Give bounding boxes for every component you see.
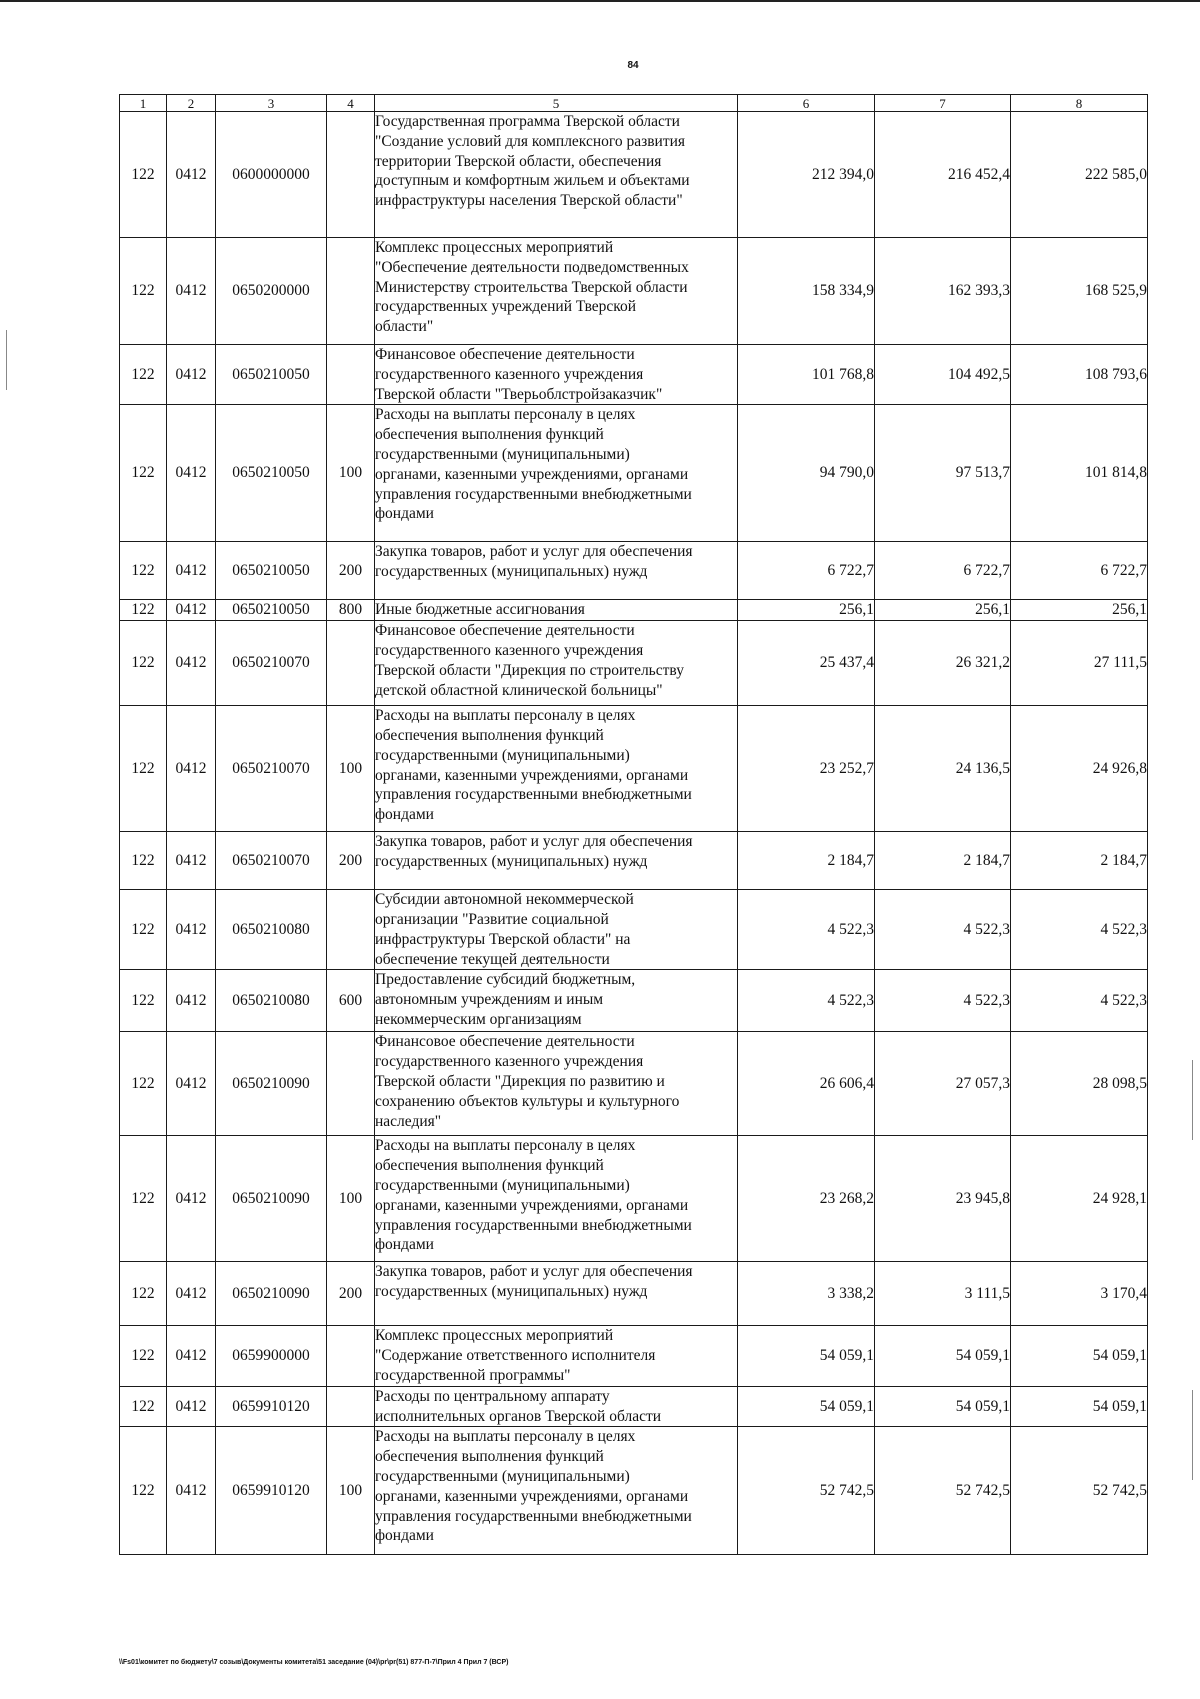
row-description (375, 345, 738, 405)
row-description (375, 1262, 738, 1326)
row-code-target: 0650210050 (216, 405, 327, 542)
description-line: автономным учреждениям и иным (375, 991, 604, 1009)
row-code-admin: 122 (120, 890, 167, 970)
description-line: Закупка товаров, работ и услуг для обеспечения (375, 543, 693, 561)
row-description (375, 1136, 738, 1262)
table-row (120, 832, 1148, 890)
row-value-col7: 4 522,3 (875, 970, 1011, 1032)
description-line: инфраструктуры населения Тверской области" (375, 192, 683, 210)
description-line: "Содержание ответственного исполнителя (375, 1347, 656, 1365)
row-description (375, 621, 738, 706)
row-value-col6: 54 059,1 (738, 1386, 875, 1427)
row-code-expense-type (327, 890, 375, 970)
description-line: обеспечения выполнения функций (375, 726, 604, 744)
table-row (120, 1262, 1148, 1326)
table-row (120, 238, 1148, 345)
table-row (120, 542, 1148, 600)
row-code-section: 0412 (167, 345, 216, 405)
description-line: обеспечения выполнения функций (375, 1157, 604, 1175)
description-line: Тверской области "Дирекция по строительству (375, 661, 684, 679)
description-line: Расходы на выплаты персоналу в целях (375, 1137, 636, 1155)
description-line: государственных (муниципальных) нужд (375, 563, 648, 581)
row-value-col6: 25 437,4 (738, 621, 875, 706)
row-code-target: 0659910120 (216, 1427, 327, 1555)
row-code-expense-type: 200 (327, 1262, 375, 1326)
description-line: государственных (муниципальных) нужд (375, 1283, 648, 1301)
description-line: государственного казенного учреждения (375, 1053, 644, 1071)
description-line: органами, казенными учреждениями, органами (375, 1487, 689, 1505)
row-code-expense-type (327, 1032, 375, 1136)
row-description (375, 1386, 738, 1427)
row-code-section: 0412 (167, 832, 216, 890)
header-col-4: 4 (327, 95, 375, 112)
row-code-expense-type (327, 1386, 375, 1427)
row-code-admin: 122 (120, 706, 167, 832)
scan-artifact (1192, 1060, 1193, 1140)
description-line: Закупка товаров, работ и услуг для обеспечения (375, 1263, 693, 1281)
row-value-col8: 54 059,1 (1011, 1326, 1148, 1386)
file-path-footer: \\Fs01\комитет по бюджету\7 созыв\Документы комитета\51 заседание (04)\pr\pr(51) 877-П-7\Прил 4 Прил 7 (ВСР) (119, 1659, 509, 1666)
row-value-col7: 26 321,2 (875, 621, 1011, 706)
description-line: государственного казенного учреждения (375, 641, 644, 659)
table-row (120, 1427, 1148, 1555)
description-line: фондами (375, 1236, 434, 1254)
row-code-admin: 122 (120, 1427, 167, 1555)
description-line: органами, казенными учреждениями, органами (375, 766, 689, 784)
row-description (375, 542, 738, 600)
row-value-col6: 256,1 (738, 600, 875, 621)
row-code-expense-type: 100 (327, 706, 375, 832)
row-value-col8: 256,1 (1011, 600, 1148, 621)
description-line: управления государственными внебюджетными (375, 1507, 692, 1525)
row-code-admin: 122 (120, 970, 167, 1032)
row-value-col8: 52 742,5 (1011, 1427, 1148, 1555)
row-code-section: 0412 (167, 1386, 216, 1427)
row-code-admin: 122 (120, 542, 167, 600)
row-code-section: 0412 (167, 1032, 216, 1136)
row-code-section: 0412 (167, 621, 216, 706)
row-code-target: 0650210080 (216, 970, 327, 1032)
header-col-1: 1 (120, 95, 167, 112)
row-code-expense-type: 800 (327, 600, 375, 621)
row-value-col6: 101 768,8 (738, 345, 875, 405)
row-value-col6: 26 606,4 (738, 1032, 875, 1136)
row-value-col7: 216 452,4 (875, 112, 1011, 238)
table-row (120, 345, 1148, 405)
description-line: Министерству строительства Тверской области (375, 278, 688, 296)
row-value-col8: 27 111,5 (1011, 621, 1148, 706)
row-code-section: 0412 (167, 1136, 216, 1262)
row-value-col7: 24 136,5 (875, 706, 1011, 832)
description-line: детской областной клинической больницы" (375, 681, 663, 699)
row-code-admin: 122 (120, 345, 167, 405)
row-value-col8: 28 098,5 (1011, 1032, 1148, 1136)
row-code-target: 0600000000 (216, 112, 327, 238)
row-value-col6: 2 184,7 (738, 832, 875, 890)
description-line: управления государственными внебюджетными (375, 786, 692, 804)
row-code-target: 0650210070 (216, 706, 327, 832)
row-value-col7: 97 513,7 (875, 405, 1011, 542)
row-value-col6: 3 338,2 (738, 1262, 875, 1326)
row-code-target: 0659900000 (216, 1326, 327, 1386)
row-code-target: 0650210050 (216, 542, 327, 600)
row-description (375, 970, 738, 1032)
description-line: органами, казенными учреждениями, органами (375, 465, 689, 483)
row-code-section: 0412 (167, 600, 216, 621)
row-code-section: 0412 (167, 112, 216, 238)
row-code-target: 0650210080 (216, 890, 327, 970)
description-line: обеспечение текущей деятельности (375, 950, 610, 968)
description-line: Тверской области "Дирекция по развитию и (375, 1072, 665, 1090)
row-value-col7: 104 492,5 (875, 345, 1011, 405)
description-line: Финансовое обеспечение деятельности (375, 346, 635, 363)
header-col-8: 8 (1011, 95, 1148, 112)
description-line: Государственная программа Тверской области (375, 113, 680, 130)
row-value-col8: 2 184,7 (1011, 832, 1148, 890)
row-code-section: 0412 (167, 970, 216, 1032)
row-code-target: 0650210090 (216, 1136, 327, 1262)
row-value-col7: 4 522,3 (875, 890, 1011, 970)
description-line: Субсидии автономной некоммерческой (375, 891, 634, 909)
description-line: Предоставление субсидий бюджетным, (375, 971, 636, 989)
row-value-col6: 158 334,9 (738, 238, 875, 345)
row-value-col7: 3 111,5 (875, 1262, 1011, 1326)
description-line: органами, казенными учреждениями, органами (375, 1196, 689, 1214)
scan-artifact (1192, 1390, 1193, 1480)
row-value-col7: 27 057,3 (875, 1032, 1011, 1136)
budget-table (119, 94, 1148, 1555)
row-code-expense-type (327, 238, 375, 345)
row-code-expense-type (327, 1326, 375, 1386)
row-code-admin: 122 (120, 112, 167, 238)
row-value-col7: 54 059,1 (875, 1326, 1011, 1386)
description-line: государственных (муниципальных) нужд (375, 852, 648, 870)
row-value-col7: 54 059,1 (875, 1386, 1011, 1427)
row-code-expense-type: 100 (327, 1427, 375, 1555)
row-value-col6: 23 268,2 (738, 1136, 875, 1262)
description-line: Расходы на выплаты персоналу в целях (375, 707, 636, 725)
row-value-col8: 168 525,9 (1011, 238, 1148, 345)
description-line: сохранению объектов культуры и культурного (375, 1092, 680, 1110)
table-header (120, 95, 1148, 112)
row-value-col7: 256,1 (875, 600, 1011, 621)
row-value-col8: 222 585,0 (1011, 112, 1148, 238)
description-line: организации "Развитие социальной (375, 910, 609, 928)
description-line: исполнительных органов Тверской области (375, 1407, 662, 1425)
row-value-col8: 24 928,1 (1011, 1136, 1148, 1262)
description-line: инфраструктуры Тверской области" на (375, 930, 631, 948)
description-line: государственными (муниципальными) (375, 445, 630, 463)
row-code-expense-type (327, 345, 375, 405)
description-line: некоммерческим организациям (375, 1010, 582, 1028)
description-line: государственными (муниципальными) (375, 746, 630, 764)
row-code-target: 0650210050 (216, 600, 327, 621)
row-value-col6: 212 394,0 (738, 112, 875, 238)
row-code-target: 0659910120 (216, 1386, 327, 1427)
row-value-col8: 4 522,3 (1011, 970, 1148, 1032)
row-code-admin: 122 (120, 1032, 167, 1136)
row-value-col8: 108 793,6 (1011, 345, 1148, 405)
row-code-section: 0412 (167, 405, 216, 542)
row-value-col6: 6 722,7 (738, 542, 875, 600)
description-line: фондами (375, 806, 434, 824)
row-code-expense-type (327, 621, 375, 706)
description-line: территории Тверской области, обеспечения (375, 152, 662, 170)
row-value-col6: 4 522,3 (738, 970, 875, 1032)
row-description (375, 706, 738, 832)
table-row (120, 1136, 1148, 1262)
description-line: Финансовое обеспечение деятельности (375, 1033, 635, 1051)
row-value-col7: 162 393,3 (875, 238, 1011, 345)
description-line: государственных учреждений Тверской (375, 298, 637, 316)
header-col-2: 2 (167, 95, 216, 112)
description-line: государственного казенного учреждения (375, 365, 644, 383)
row-value-col6: 54 059,1 (738, 1326, 875, 1386)
description-line: области" (375, 318, 434, 336)
row-code-admin: 122 (120, 238, 167, 345)
row-code-target: 0650210050 (216, 345, 327, 405)
table-row (120, 621, 1148, 706)
row-value-col8: 54 059,1 (1011, 1386, 1148, 1427)
description-line: Расходы на выплаты персоналу в целях (375, 1428, 636, 1446)
description-line: фондами (375, 505, 434, 523)
description-line: доступным и комфортным жильем и объектами (375, 172, 690, 190)
row-value-col6: 23 252,7 (738, 706, 875, 832)
row-code-expense-type: 200 (327, 542, 375, 600)
row-description (375, 600, 738, 621)
row-code-section: 0412 (167, 706, 216, 832)
table-row (120, 1032, 1148, 1136)
description-line: наследия" (375, 1112, 442, 1130)
row-value-col6: 94 790,0 (738, 405, 875, 542)
description-line: государственными (муниципальными) (375, 1467, 630, 1485)
page-number: 84 (627, 60, 639, 71)
row-code-admin: 122 (120, 832, 167, 890)
row-value-col8: 3 170,4 (1011, 1262, 1148, 1326)
row-value-col8: 101 814,8 (1011, 405, 1148, 542)
row-code-target: 0650210090 (216, 1032, 327, 1136)
table-row (120, 600, 1148, 621)
row-description (375, 832, 738, 890)
table-row (120, 1386, 1148, 1427)
row-code-admin: 122 (120, 621, 167, 706)
row-code-section: 0412 (167, 542, 216, 600)
header-col-7: 7 (875, 95, 1011, 112)
row-code-target: 0650210070 (216, 621, 327, 706)
row-description (375, 1326, 738, 1386)
table-row (120, 1326, 1148, 1386)
description-line: "Обеспечение деятельности подведомственных (375, 258, 689, 276)
row-value-col7: 52 742,5 (875, 1427, 1011, 1555)
row-code-expense-type: 100 (327, 1136, 375, 1262)
description-line: Тверской области "Тверьоблстройзаказчик" (375, 385, 663, 403)
row-value-col7: 2 184,7 (875, 832, 1011, 890)
header-col-3: 3 (216, 95, 327, 112)
row-code-section: 0412 (167, 1427, 216, 1555)
description-line: Иные бюджетные ассигнования (375, 601, 585, 619)
row-description (375, 890, 738, 970)
row-value-col8: 24 926,8 (1011, 706, 1148, 832)
description-line: Комплекс процессных мероприятий (375, 1327, 614, 1345)
row-description (375, 1427, 738, 1555)
description-line: управления государственными внебюджетными (375, 1216, 692, 1234)
description-line: Расходы по центральному аппарату (375, 1387, 610, 1405)
row-code-section: 0412 (167, 1262, 216, 1326)
row-code-admin: 122 (120, 1136, 167, 1262)
description-line: государственными (муниципальными) (375, 1176, 630, 1194)
description-line: "Создание условий для комплексного развития (375, 132, 686, 150)
table-row (120, 405, 1148, 542)
row-code-expense-type: 100 (327, 405, 375, 542)
header-col-6: 6 (738, 95, 875, 112)
row-code-expense-type: 600 (327, 970, 375, 1032)
row-code-expense-type: 200 (327, 832, 375, 890)
header-col-5: 5 (375, 95, 738, 112)
row-value-col8: 4 522,3 (1011, 890, 1148, 970)
row-code-target: 0650210070 (216, 832, 327, 890)
row-value-col6: 52 742,5 (738, 1427, 875, 1555)
row-description (375, 405, 738, 542)
table-row (120, 112, 1148, 238)
description-line: Закупка товаров, работ и услуг для обеспечения (375, 833, 693, 851)
table-row (120, 706, 1148, 832)
description-line: управления государственными внебюджетными (375, 485, 692, 503)
description-line: фондами (375, 1527, 434, 1545)
row-code-target: 0650210090 (216, 1262, 327, 1326)
row-description (375, 238, 738, 345)
description-line: Расходы на выплаты персоналу в целях (375, 406, 636, 424)
row-code-section: 0412 (167, 890, 216, 970)
row-code-section: 0412 (167, 238, 216, 345)
row-value-col6: 4 522,3 (738, 890, 875, 970)
table-row (120, 970, 1148, 1032)
row-code-admin: 122 (120, 1326, 167, 1386)
row-code-admin: 122 (120, 1386, 167, 1427)
description-line: обеспечения выполнения функций (375, 426, 604, 444)
row-code-expense-type (327, 112, 375, 238)
row-code-section: 0412 (167, 1326, 216, 1386)
scan-top-border (0, 0, 1200, 2)
row-code-admin: 122 (120, 405, 167, 542)
row-description (375, 1032, 738, 1136)
description-line: государственной программы" (375, 1366, 571, 1384)
header-row (120, 95, 1148, 112)
row-value-col8: 6 722,7 (1011, 542, 1148, 600)
row-code-admin: 122 (120, 1262, 167, 1326)
table-row (120, 890, 1148, 970)
row-code-admin: 122 (120, 600, 167, 621)
row-code-target: 0650200000 (216, 238, 327, 345)
scan-artifact (6, 330, 7, 390)
table-body (120, 112, 1148, 1555)
row-value-col7: 6 722,7 (875, 542, 1011, 600)
row-value-col7: 23 945,8 (875, 1136, 1011, 1262)
row-description (375, 112, 738, 238)
description-line: Комплекс процессных мероприятий (375, 239, 614, 256)
description-line: обеспечения выполнения функций (375, 1448, 604, 1466)
description-line: Финансовое обеспечение деятельности (375, 622, 635, 640)
